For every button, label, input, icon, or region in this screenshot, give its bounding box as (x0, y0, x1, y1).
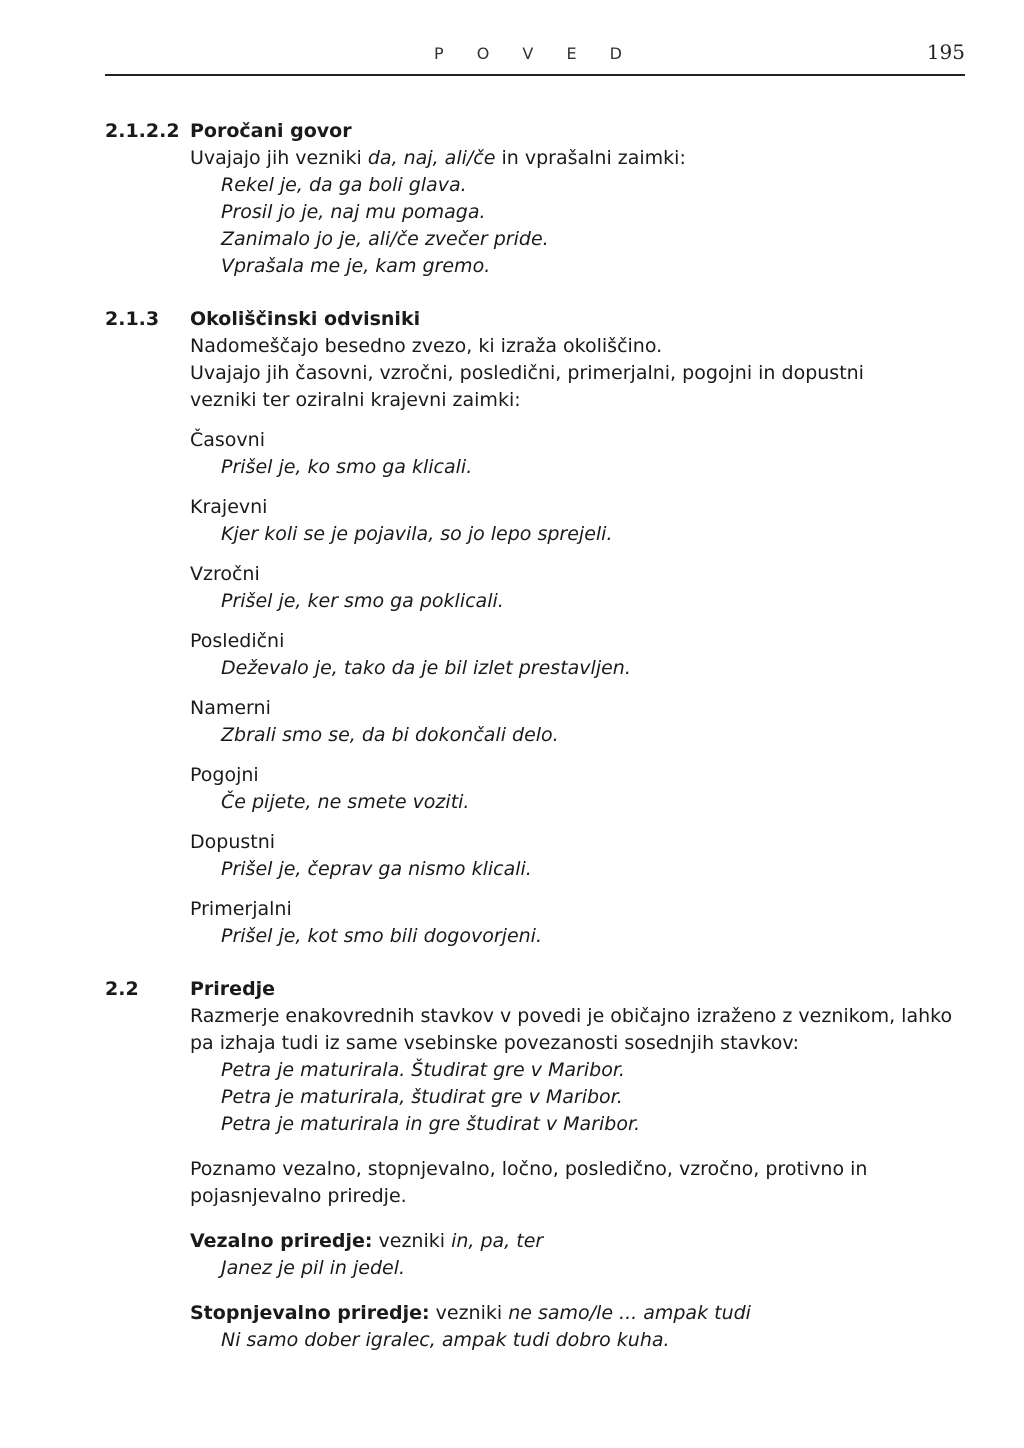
example-line: Rekel je, da ga boli glava. (221, 174, 467, 196)
paragraph-line: pa izhaja tudi iz same vsebinske povezanosti sosednjih stavkov: (190, 1032, 799, 1054)
intro-text: Uvajajo jih vezniki (190, 147, 368, 169)
group-label: Pogojni (190, 764, 259, 786)
section-title: Priredje (190, 978, 276, 1000)
section-title: Okoliščinski odvisniki (190, 308, 421, 330)
page-header (105, 40, 965, 76)
section-number: 2.1.2.2 (105, 120, 180, 142)
group-label: Krajevni (190, 496, 268, 518)
section-2-1-3 (105, 306, 965, 950)
group-label: Namerni (190, 697, 271, 719)
example-line: Vprašala me je, kam gremo. (221, 255, 491, 277)
group-label: Dopustni (190, 831, 276, 853)
term-italic: in, pa, ter (451, 1230, 544, 1252)
section-2-1-2-2 (105, 118, 965, 280)
example-line: Če pijete, ne smete voziti. (221, 791, 470, 813)
term-italic: ne samo/le ... ampak tudi (508, 1302, 751, 1324)
section-intro (190, 145, 965, 172)
paragraph-line: Nadomeščajo besedno zvezo, ki izraža okoliščino. (190, 335, 663, 357)
example-line: Petra je maturirala. Študirat gre v Maribor. (221, 1059, 625, 1081)
example-line: Prišel je, ker smo ga poklicali. (221, 590, 504, 612)
example-line: Prišel je, čeprav ga nismo klicali. (221, 858, 532, 880)
paragraph-line: Uvajajo jih časovni, vzročni, posledični, primerjalni, pogojni in dopustni (190, 362, 864, 384)
stopnjevalno-definition (190, 1300, 965, 1327)
intro-text-end: in vprašalni zaimki: (495, 147, 686, 169)
term-text: vezniki (429, 1302, 509, 1324)
example-line: Zbrali smo se, da bi dokončali delo. (221, 724, 559, 746)
example-line: Ni samo dober igralec, ampak tudi dobro kuha. (221, 1329, 670, 1351)
term-text: vezniki (372, 1230, 452, 1252)
example-line: Petra je maturirala in gre študirat v Maribor. (221, 1113, 641, 1135)
paragraph-line: Poznamo vezalno, stopnjevalno, ločno, posledično, vzročno, protivno in (190, 1158, 868, 1180)
term-label: Vezalno priredje: (190, 1230, 373, 1252)
page-body (105, 118, 965, 1354)
section-title: Poročani govor (190, 120, 352, 142)
vezalno-definition (190, 1228, 965, 1255)
example-line: Petra je maturirala, študirat gre v Maribor. (221, 1086, 623, 1108)
paragraph-line: vezniki ter oziralni krajevni zaimki: (190, 389, 521, 411)
example-line: Deževalo je, tako da je bil izlet prestavljen. (221, 657, 631, 679)
section-number: 2.2 (105, 978, 139, 1000)
example-line: Prosil jo je, naj mu pomaga. (221, 201, 486, 223)
page-number: 195 (926, 40, 965, 64)
example-line: Janez je pil in jedel. (221, 1257, 406, 1279)
example-line: Prišel je, ko smo ga klicali. (221, 456, 473, 478)
group-label: Posledični (190, 630, 285, 652)
running-head: P O V E D (434, 44, 636, 63)
group-label: Vzročni (190, 563, 260, 585)
paragraph-line: pojasnjevalno priredje. (190, 1185, 407, 1207)
example-line: Zanimalo jo je, ali/če zvečer pride. (221, 228, 549, 250)
section-number: 2.1.3 (105, 308, 160, 330)
example-line: Kjer koli se je pojavila, so jo lepo sprejeli. (221, 523, 613, 545)
group-label: Primerjalni (190, 898, 292, 920)
paragraph-line: Razmerje enakovrednih stavkov v povedi je običajno izraženo z veznikom, lahko (190, 1005, 953, 1027)
section-2-2 (105, 976, 965, 1354)
example-line: Prišel je, kot smo bili dogovorjeni. (221, 925, 543, 947)
group-label: Časovni (190, 429, 265, 451)
intro-italic: da, naj, ali/če (367, 147, 496, 169)
term-label: Stopnjevalno priredje: (190, 1302, 430, 1324)
